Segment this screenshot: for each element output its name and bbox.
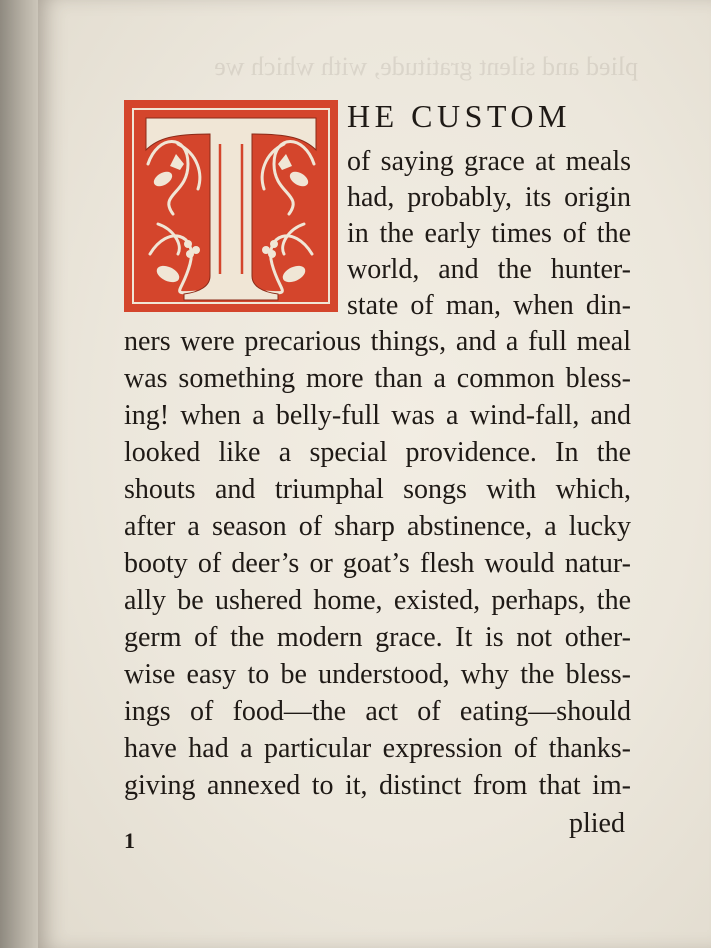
body-line: ing! when a belly-full was a wind-fall, and	[124, 400, 631, 431]
body-line: after a season of sharp abstinence, a lucky	[124, 511, 631, 542]
drop-cap-ornament	[124, 100, 338, 312]
body-line: giving annexed to it, distinct from that im-	[124, 770, 631, 801]
body-line: looked like a special providence. In the	[124, 437, 631, 468]
drop-cap-letter-icon	[128, 104, 334, 308]
body-line: germ of the modern grace. It is not other-	[124, 622, 631, 653]
body-line: state of man, when din-	[347, 290, 631, 321]
page-number: 1	[124, 828, 135, 853]
body-line: world, and the hunter-	[347, 254, 631, 285]
body-line: ally be ushered home, existed, perhaps, the	[124, 585, 631, 616]
body-line: booty of deer’s or goat’s flesh would natur-	[124, 548, 631, 579]
body-line: of saying grace at meals	[347, 146, 631, 177]
body-line: in the early times of the	[347, 218, 631, 249]
body-line: have had a particular expression of thanks-	[124, 733, 631, 764]
catchword: plied	[569, 808, 625, 839]
opening-small-caps: HE CUSTOM	[347, 98, 571, 134]
body-line: was something more than a common bless-	[124, 363, 631, 394]
body-line: shouts and triumphal songs with which,	[124, 474, 631, 505]
body-line: ners were precarious things, and a full meal	[124, 326, 631, 357]
body-line: ings of food—the act of eating—should	[124, 696, 631, 727]
body-line: wise easy to be understood, why the bless-	[124, 659, 631, 690]
show-through-text: plied and silent gratitude, with which we	[214, 52, 638, 81]
body-line: had, probably, its origin	[347, 182, 631, 213]
